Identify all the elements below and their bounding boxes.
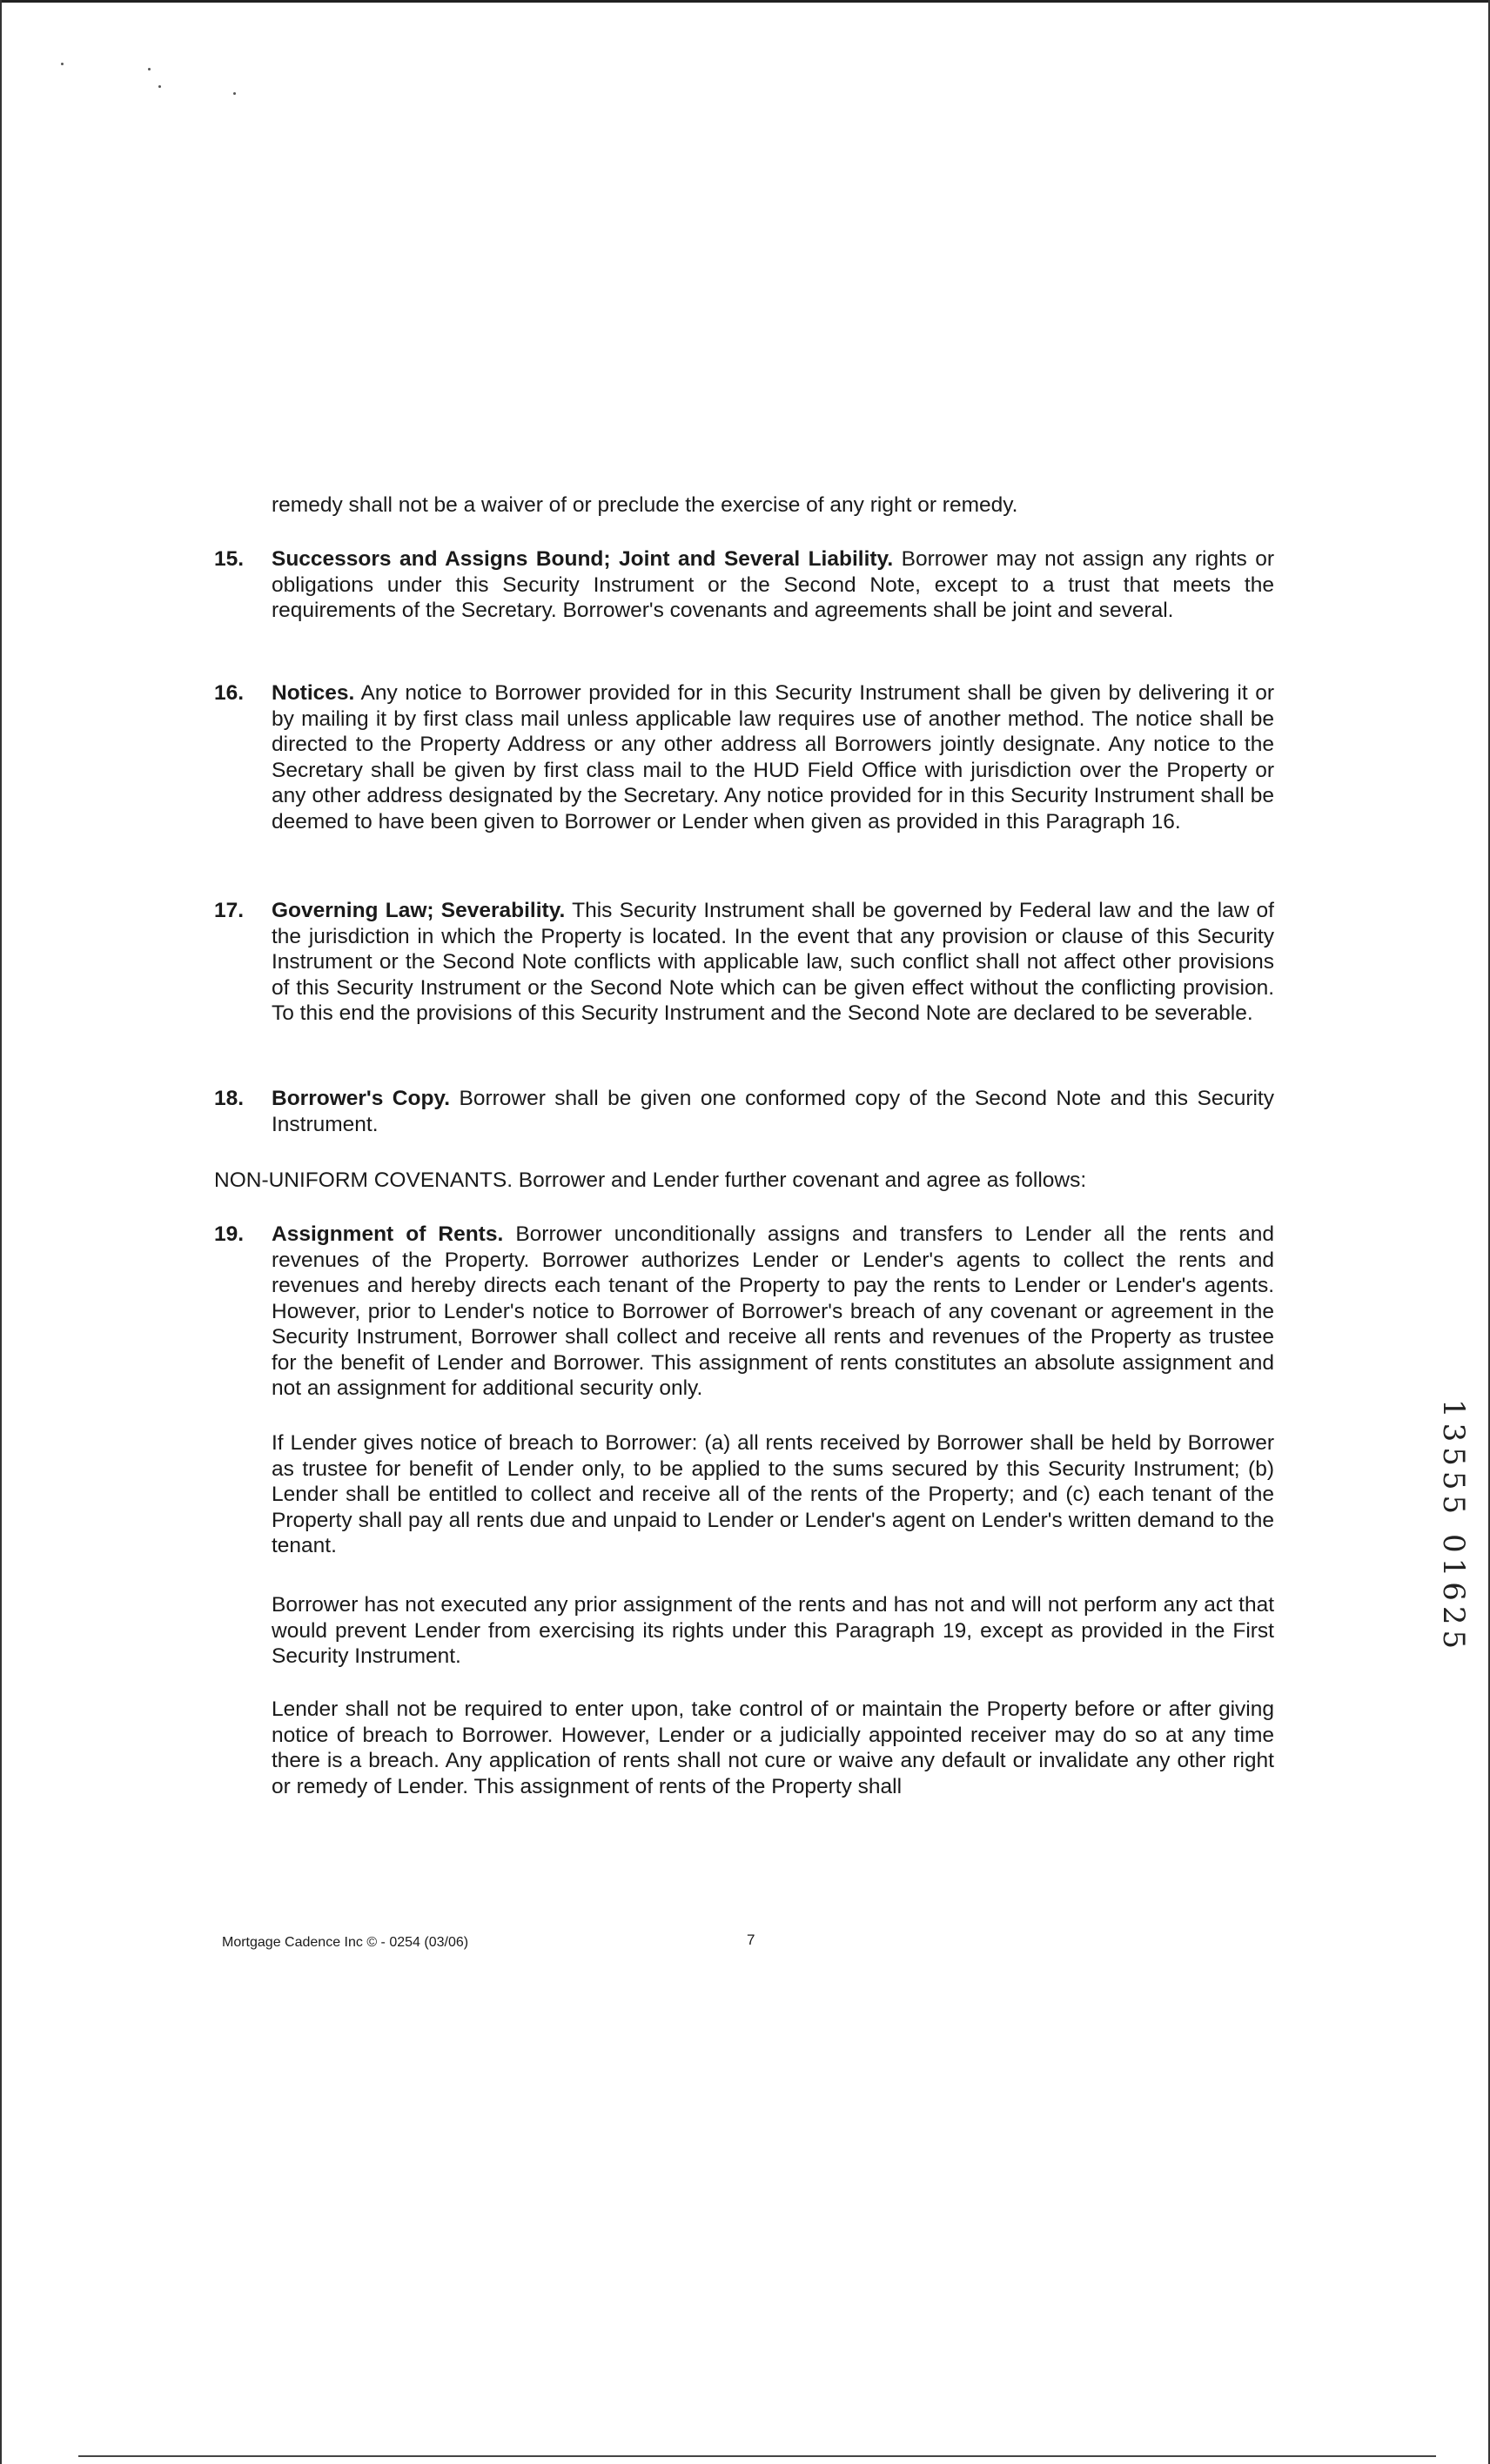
intro-line: remedy shall not be a waiver of or preclude the exercise of any right or remedy. <box>272 493 1018 517</box>
section-19-paragraph-2: If Lender gives notice of breach to Borrower: (a) all rents received by Borrower shall be held by Borrower as trustee for benefit of Lender only, to be applied to the sums secured by this Security Instrument; (b) Lender shall be entitled to collect and receive all of the rents of the Property; and (c) each tenant of the Property shall pay all rents due and unpaid to Lender or Lender's agent on Lender's written demand to the tenant. <box>272 1431 1274 1557</box>
section-19 <box>272 1222 1274 1402</box>
section-16-heading: Notices. <box>272 681 355 705</box>
section-18 <box>272 1086 1274 1137</box>
section-15-heading: Successors and Assigns Bound; Joint and Several Liability. <box>272 547 894 571</box>
side-stamp-number: 13555 01625 <box>1436 1399 1471 1655</box>
page-edge-bottom <box>78 2455 1436 2457</box>
section-15 <box>272 546 1274 624</box>
page-edge-left <box>0 0 2 2464</box>
section-17-heading: Governing Law; Severability. <box>272 899 566 922</box>
non-uniform-covenants-line: NON-UNIFORM COVENANTS. Borrower and Lender further covenant and agree as follows: <box>214 1168 1087 1192</box>
scan-speck <box>158 85 161 88</box>
section-15-number: 15. <box>214 547 245 571</box>
section-17 <box>272 898 1274 1027</box>
section-19-heading: Assignment of Rents. <box>272 1222 504 1246</box>
scan-speck <box>148 68 151 70</box>
scan-speck <box>233 92 236 95</box>
scan-speck <box>61 63 64 65</box>
section-16-text: Any notice to Borrower provided for in this Security Instrument shall be given by delivering it or by mailing it by first class mail unless applicable law requires use of another method. The notice shall be directed to the Property Address or any other address all Borrowers jointly designate. Any notice to the Secretary shall be given by first class mail to the HUD Field Office with jurisdiction over the Property or any other address designated by the Secretary. Any notice provided for in this Security Instrument shall be deemed to have been given to Borrower or Lender when given as provided in this Paragraph 16. <box>272 681 1274 834</box>
section-18-number: 18. <box>214 1087 245 1110</box>
section-15-text: Borrower may not assign any rights or obligations under this Security Instrument or the Second Note, except to a trust that meets the requirements of the Secretary. Borrower's covenants and agreements shall be joint and several. <box>272 547 1275 622</box>
section-16-number: 16. <box>214 681 245 705</box>
footer-page-number: 7 <box>747 1932 755 1948</box>
section-18-heading: Borrower's Copy. <box>272 1087 451 1110</box>
footer-form-id: Mortgage Cadence Inc © - 0254 (03/06) <box>222 1935 469 1950</box>
section-19-paragraph-3: Borrower has not executed any prior assignment of the rents and has not and will not perform any act that would prevent Lender from exercising its rights under this Paragraph 19, except as provided in the First Security Instrument. <box>272 1593 1274 1668</box>
section-19-text: Borrower unconditionally assigns and transfers to Lender all the rents and revenues of the Property. Borrower authorizes Lender or Lender's agents to collect the rents and revenues and hereby directs each tenant of the Property to pay the rents to Lender or Lender's agents. However, prior to Lender's notice to Borrower of Borrower's breach of any covenant or agreement in the Security Instrument, Borrower shall collect and receive all rents and revenues of the Property as trustee for the benefit of Lender and Borrower. This assignment of rents constitutes an absolute assignment and not an assignment for additional security only. <box>272 1222 1274 1400</box>
section-17-text: This Security Instrument shall be governed by Federal law and the law of the jurisdiction in which the Property is located. In the event that any provision or clause of this Security Instrument or the Second Note conflicts with applicable law, such conflict shall not affect other provisions of this Security Instrument or the Second Note which can be given effect without the conflicting provision. To this end the provisions of this Security Instrument and the Second Note are declared to be severable. <box>272 899 1274 1025</box>
section-19-paragraph-4: Lender shall not be required to enter upon, take control of or maintain the Property before or after giving notice of breach to Borrower. However, Lender or a judicially appointed receiver may do so at any time there is a breach. Any application of rents shall not cure or waive any default or invalidate any other right or remedy of Lender. This assignment of rents of the Property shall <box>272 1697 1274 1798</box>
section-19-number: 19. <box>214 1222 245 1246</box>
section-16 <box>272 680 1274 834</box>
page-edge-top <box>0 0 1490 3</box>
section-17-number: 17. <box>214 899 245 922</box>
section-18-text: Borrower shall be given one conformed copy of the Second Note and this Security Instrument. <box>272 1087 1274 1136</box>
